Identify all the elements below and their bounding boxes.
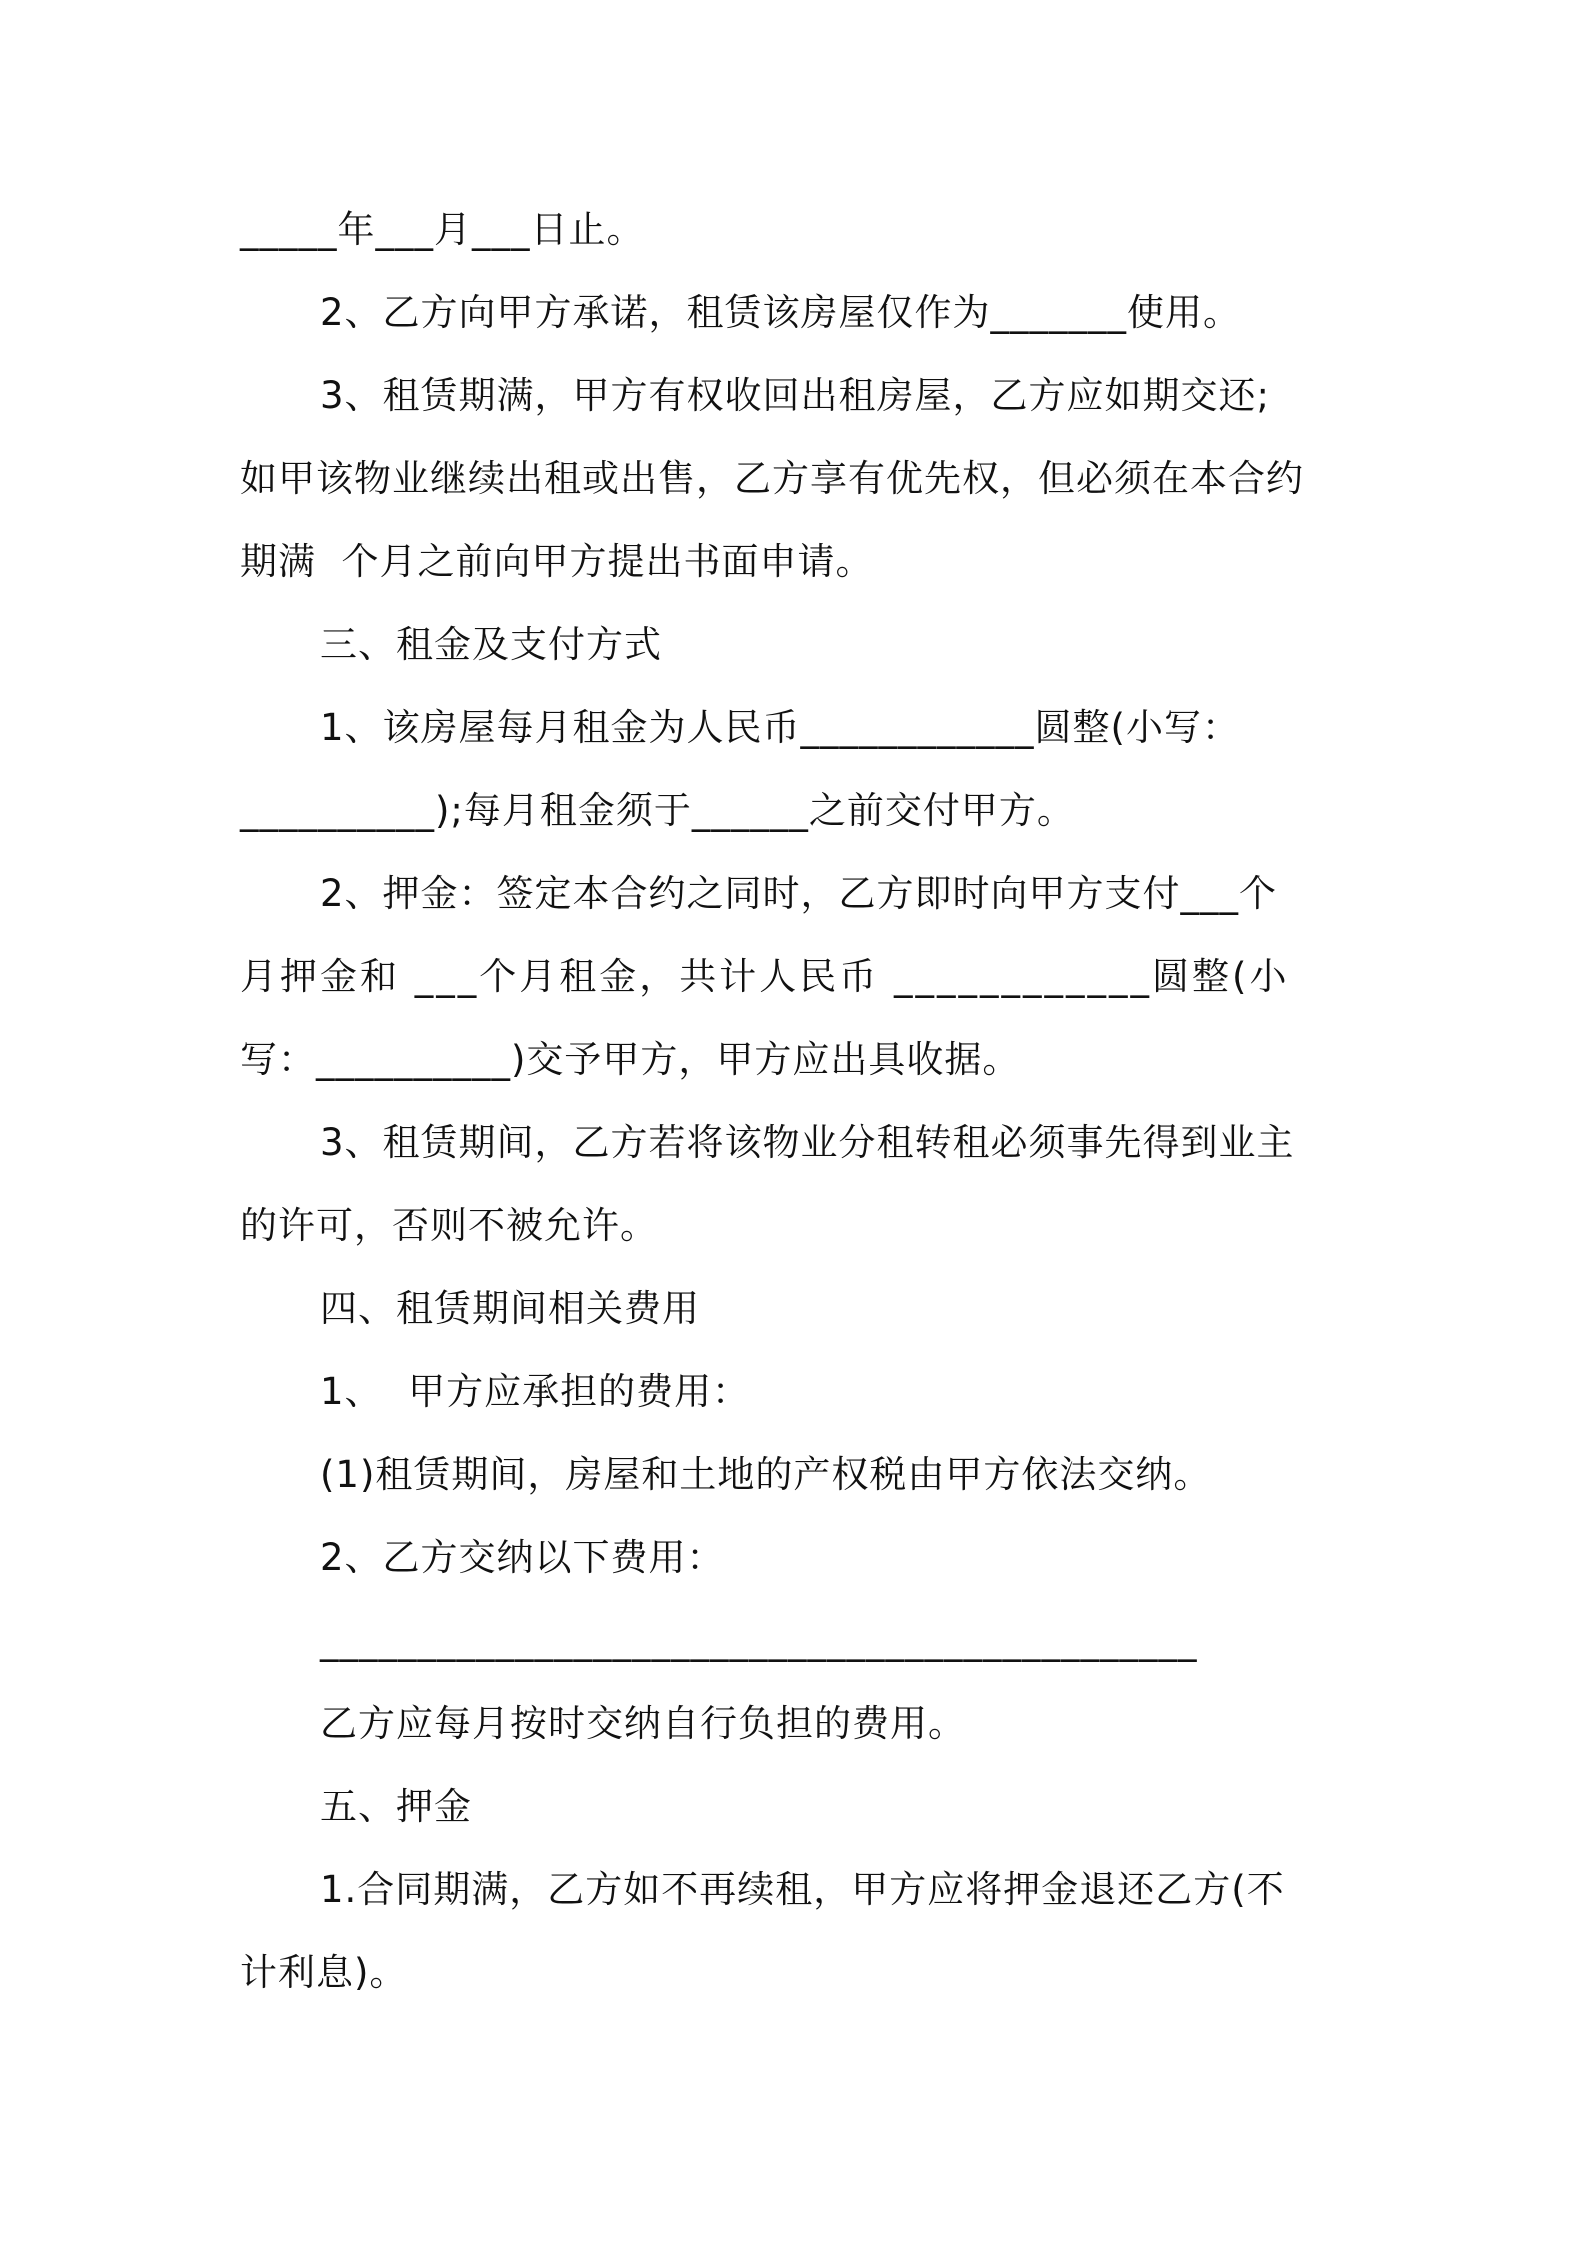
- text-line: 1.合同期满，乙方如不再续租，甲方应将押金退还乙方(不: [320, 1868, 1285, 1911]
- text-line: 月押金和 ___个月租金，共计人民币 ____________圆整(小: [240, 955, 1290, 998]
- text-line: 如甲该物业继续出租或出售，乙方享有优先权，但必须在本合约: [240, 457, 1304, 500]
- text-line: 1、 甲方应承担的费用：: [320, 1370, 751, 1413]
- text-line: 乙方应每月按时交纳自行负担的费用。: [320, 1702, 966, 1745]
- text-line: 2、押金：签定本合约之同时，乙方即时向甲方支付___个: [320, 872, 1278, 915]
- text-line: 3、租赁期间，乙方若将该物业分租转租必须事先得到业主: [320, 1121, 1295, 1164]
- text-line: 的许可，否则不被允许。: [240, 1204, 658, 1247]
- blank-fill-line: _____________________________________________: [320, 1619, 1198, 1662]
- text-line: (1)租赁期间，房屋和土地的产权税由甲方依法交纳。: [320, 1453, 1212, 1496]
- section-heading: 三、租金及支付方式: [320, 623, 662, 666]
- section-heading: 四、租赁期间相关费用: [320, 1287, 700, 1330]
- section-heading: 五、押金: [320, 1785, 472, 1828]
- text-line: _____年___月___日止。: [240, 208, 645, 251]
- text-line: 2、乙方向甲方承诺，租赁该房屋仅作为_______使用。: [320, 291, 1242, 334]
- text-line: 2、乙方交纳以下费用：: [320, 1536, 725, 1579]
- text-line: 计利息)。: [240, 1951, 408, 1994]
- text-line: 期满 个月之前向甲方提出书面申请。: [240, 540, 874, 583]
- text-line: 3、租赁期满，甲方有权收回出租房屋，乙方应如期交还;: [320, 374, 1271, 417]
- text-line: 1、该房屋每月租金为人民币____________圆整(小写：: [320, 706, 1240, 749]
- text-line: __________);每月租金须于______之前交付甲方。: [240, 789, 1075, 832]
- text-line: 写：__________)交予甲方，甲方应出具收据。: [240, 1038, 1021, 1081]
